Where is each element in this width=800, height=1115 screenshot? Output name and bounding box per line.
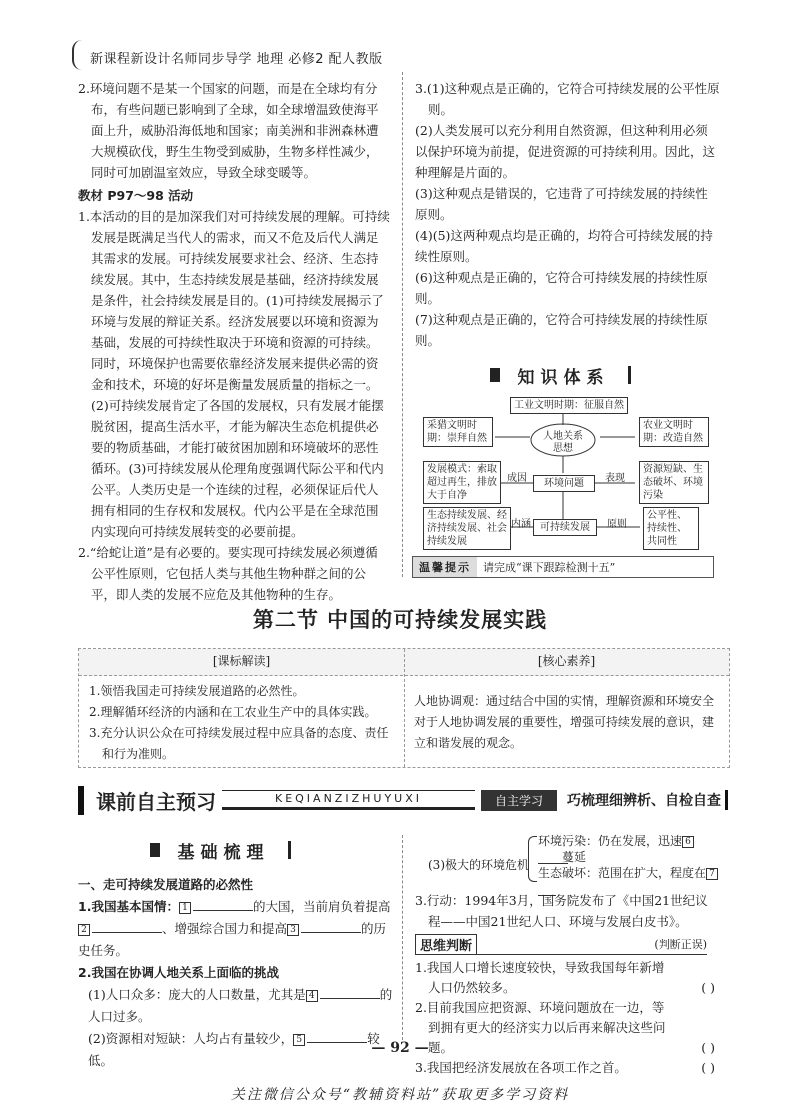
standards-left-body — [89, 681, 394, 765]
core-literacy: 人地协调观：通过结合中国的实情，理解资源和环境安全对于人地协调发展的重要性，增强可持续发展的意识，建立和谐发展的观念。 — [414, 694, 715, 750]
para-env-global: 2.环境问题不是某一个国家的问题，而是在全球均有分布，有些问题已影响到了全球，如全球增温致使海平面上升，威胁沿海低地和国家；南美洲和非洲森林遭大规模砍伐，野生生物受到威胁，生物多样性减少，同时可加剧温室效应，导致全球变暖等。 — [78, 81, 379, 180]
preview-right-text: 巧梳理细辨析、自检自查 — [567, 790, 728, 810]
crisis-label: (3)极大的环境危机 — [428, 858, 529, 872]
hint-text: 请完成“课下跟踪检测十五” — [483, 561, 616, 574]
standards-right-head: [核心素养] — [537, 654, 596, 668]
answer-3-6: (6)这种观点是正确的，它符合可持续发展的持续性原则。 — [415, 270, 708, 306]
box-agri: 农业文明时期：改造自然 — [639, 417, 709, 447]
item-2-1-tail: 的人口过多。 — [88, 987, 393, 1024]
bookmark-icon — [490, 368, 500, 382]
bar-icon — [628, 366, 631, 384]
thinking-judge-header — [415, 934, 707, 955]
q3-answer[interactable]: ( ) — [701, 1060, 715, 1075]
box-eco-sus: 生态持续发展、经济持续发展、社会持续发展 — [423, 507, 511, 550]
item-2-2-tail: 较低。 — [88, 1031, 380, 1068]
preview-banner — [78, 788, 728, 812]
blank-3[interactable] — [301, 918, 361, 933]
bookmark-icon — [150, 843, 160, 857]
action-text: 3.行动：1994年3月，国务院发布了《中国21世纪议程——中国21世纪人口、环境与发展白皮书》。 — [415, 893, 708, 929]
bar-icon — [288, 841, 291, 859]
eco-text: 生态破坏：范围在扩大，程度在 — [538, 866, 707, 880]
judge-q1 — [415, 958, 715, 998]
label-principle: 原则 — [607, 519, 627, 530]
preview-title: 课前自主预习 — [78, 786, 216, 815]
hint-label: 温馨提示 — [413, 557, 477, 577]
q1-text: 1.我国人口增长速度较快，导致我国每年新增人口仍然较多。 — [415, 960, 665, 995]
answer-3-2: (2)人类发展可以充分利用自然资源，但这种利用必须以保护环境为前提，促进资源的可持续利用。因此，这种理解是片面的。 — [415, 123, 716, 180]
q2-text: 2.目前我国应把资源、环境问题放在一边，等到拥有更大的经济实力以后再来解决这些问题。 — [415, 1000, 666, 1055]
box-sustainable: 可持续发展 — [533, 519, 597, 536]
label-content: 内涵 — [511, 519, 531, 530]
page-number: — 92 — — [371, 1040, 429, 1056]
standards-left-head: [课标解读] — [212, 654, 271, 668]
basics-banner — [120, 838, 320, 862]
box-principles: 公平性、持续性、共同性 — [643, 507, 699, 550]
blank-number-2: 2 — [78, 924, 90, 936]
blank-number-5: 5 — [293, 1034, 305, 1046]
label-show: 表现 — [605, 473, 625, 484]
q3-text: 3.我国把经济发展放在各项工作之首。 — [415, 1060, 627, 1075]
standards-divider — [404, 649, 405, 767]
pollution-text: 环境污染：仍在发展，迅速 — [538, 834, 683, 848]
blank-4[interactable] — [320, 984, 380, 999]
blank-number-3: 3 — [287, 924, 299, 936]
item-1-text-b: 的大国，当前肩负着提高 — [252, 899, 391, 914]
item-1-text-c: 、增强综合国力和提高 — [162, 921, 288, 936]
preview-pinyin: KEQIANZIZHUYUXI — [222, 790, 475, 810]
action-para — [415, 890, 715, 932]
crisis-block — [420, 832, 720, 884]
q1-answer[interactable]: ( ) — [701, 980, 715, 995]
section-title: 第二节 中国的可持续发展实践 — [252, 608, 548, 632]
blank-number-7: 7 — [706, 868, 718, 880]
blank-number-6: 6 — [682, 836, 694, 848]
basics-item-2-1 — [78, 984, 393, 1028]
box-hunting: 采猎文明时期：崇拜自然 — [423, 417, 493, 447]
header-ornament — [72, 40, 84, 70]
box-problems: 资源短缺、生态破坏、环境污染 — [639, 461, 709, 504]
standard-2: 2.理解循环经济的内涵和在工农业生产中的具体实践。 — [89, 705, 377, 719]
thinking-judge-note: (判断正误) — [654, 938, 707, 951]
standard-3: 3.充分认识公众在可持续发展过程中应具备的态度、责任和行为准则。 — [89, 726, 389, 761]
item-2-1-text: (1)人口众多：庞大的人口数量，尤其是 — [88, 987, 306, 1002]
label-cause: 成因 — [507, 473, 527, 484]
basics-heading-1: 一、走可持续发展道路的必然性 — [78, 877, 254, 892]
blank-1[interactable] — [193, 896, 253, 911]
crisis-brace — [528, 836, 537, 882]
basics-item-1 — [78, 896, 393, 962]
footer-note: 关注微信公众号“教辅资料站”获取更多学习资料 — [230, 1087, 570, 1103]
item-1-text-d: 的历史任务。 — [78, 921, 387, 958]
hint-box — [412, 556, 714, 578]
knowledge-banner — [460, 362, 660, 388]
basics-item-2: 2.我国在协调人地关系上面临的挑战 — [78, 965, 279, 980]
blank-number-4: 4 — [306, 990, 318, 1002]
judge-q3 — [415, 1058, 715, 1078]
knowledge-diagram — [415, 395, 715, 555]
answer-3-1: 3.(1)这种观点是正确的，它符合可持续发展的公平性原则。 — [415, 81, 720, 117]
right-column — [415, 78, 720, 351]
box-env-problem: 环境问题 — [533, 475, 595, 492]
basics-banner-label: 基础梳理 — [177, 842, 270, 863]
answer-3-7: (7)这种观点是正确的，它符合可持续发展的持续性原则。 — [415, 312, 708, 348]
running-header: 新课程新设计名师同步导学 地理 必修2 配人教版 — [90, 52, 383, 67]
blank-number-1: 1 — [179, 902, 191, 914]
box-industrial: 工业文明时期：征服自然 — [510, 397, 628, 414]
para-activity-1: 1.本活动的目的是加深我们对可持续发展的理解。可持续发展是既满足当代人的需求，而又不危及后代人满足其需求的发展。可持续发展要求社会、经济、生态持续发展。其中，生态持续发展是基础，经济持续发展是条件，社会持续发展是目的。(1)可持续发展揭示了环境与发展的辩证关系。经济发展要以环境和资源为基础，发展的可持续性取决于环境和资源的可持续。同时，环境保护也需要依靠经济发展来提供必需的资金和技术，环境的好坏是衡量发展质量的指标之一。(2)可持续发展肯定了各国的发展权，只有发展才能摆脱贫困，提高生活水平，才能为解决生态危机提供必要的物质基础，才能打破贫困加剧和环境破坏的恶性循环。(3)可持续发展从伦理角度强调代际公平和代内公平。人类历史是一个连续的过程，必须保证后代人拥有相同的生存权和发展权。代内公平是在全球范围内实现向可持续发展转变的必要前提。 — [78, 209, 390, 539]
q2-answer[interactable]: ( ) — [701, 1040, 715, 1055]
column-divider-lower — [402, 835, 403, 1040]
activity-heading: 教材 P97～98 活动 — [78, 188, 194, 203]
item-2-2-text: (2)资源相对短缺：人均占有量较少， — [88, 1031, 294, 1046]
knowledge-banner-label: 知识体系 — [517, 367, 610, 388]
standard-1: 1.领悟我国走可持续发展道路的必然性。 — [89, 684, 305, 698]
answer-3-4: (4)(5)这两种观点均是正确的，均符合可持续发展的持续性原则。 — [415, 228, 713, 264]
preview-tag: 自主学习 — [481, 790, 557, 811]
thinking-judge-label: 思维判断 — [415, 934, 477, 955]
left-column — [78, 78, 390, 605]
judge-questions — [415, 958, 715, 1078]
box-human-land: 人地关系思想 — [543, 431, 583, 454]
box-dev-mode: 发展模式：索取超过再生，排放大于自净 — [423, 461, 501, 504]
blank-2[interactable] — [92, 918, 162, 933]
answer-3-3: (3)这种观点是错误的，它违背了可持续发展的持续性原则。 — [415, 186, 708, 222]
standards-table — [78, 648, 730, 768]
column-divider — [402, 72, 403, 577]
crisis-spread: 蔓延 — [562, 850, 587, 864]
para-activity-2: 2.“给蛇让道”是有必要的。要实现可持续发展必须遵循公平性原则，它包括人类与其他生物种群之间的公平，即人类的发展不应危及其他物种的生存。 — [78, 545, 378, 602]
item-1-label: 1.我国基本国情： — [78, 899, 179, 914]
